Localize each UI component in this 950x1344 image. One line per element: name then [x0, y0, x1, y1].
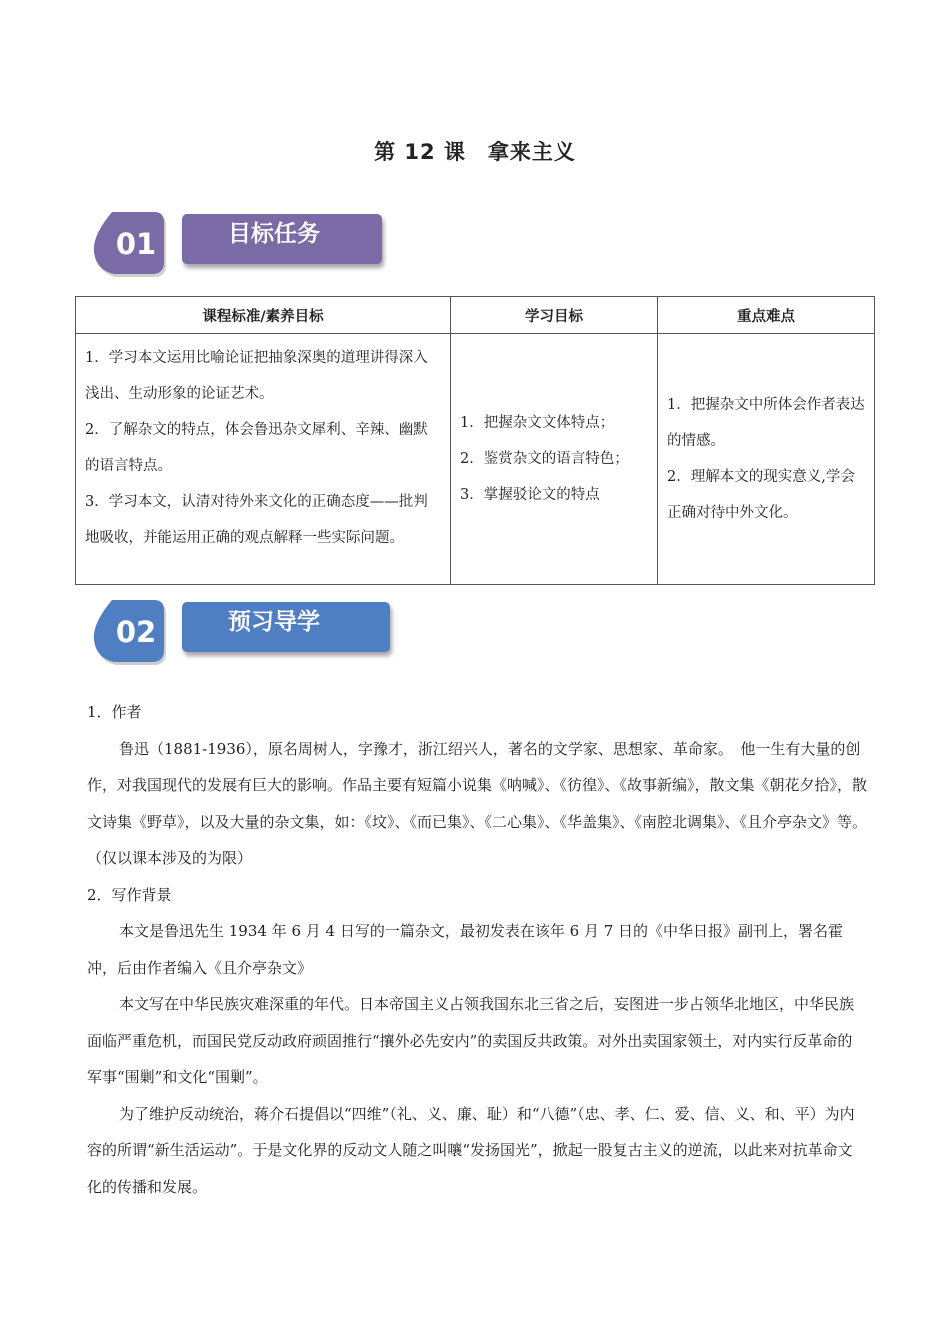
section-number: 01 — [115, 227, 157, 261]
list-item: 3．学习本文，认清对待外来文化的正确态度——批判地吸收，并能运用正确的观点解释一些实际问题。 — [85, 494, 428, 546]
preview-content — [87, 694, 867, 1205]
section-badge-preview — [92, 596, 402, 666]
list-item: 2．鉴赏杂文的语言特色； — [460, 451, 629, 467]
section-label: 预习导学 — [182, 602, 390, 652]
paragraph-background-1: 本文是鲁迅先生 1934 年 6 月 4 日写的一篇杂文，最初发表在该年 6 月 7 日的《中华日报》副刊上，署名霍冲，后由作者编入《且介亭杂文》 — [87, 922, 844, 977]
table-header: 重点难点 — [658, 297, 875, 334]
section-number: 02 — [115, 615, 157, 649]
paragraph-background-2: 本文写在中华民族灾难深重的年代。日本帝国主义占领我国东北三省之后，妄图进一步占领华北地区，中华民族面临严重危机，而国民党反动政府顽固推行“攘外必先安内”的卖国反共政策。对外出卖国家领土，对内实行反革命的军事“围剿”和文化“围剿”。 — [87, 995, 855, 1086]
list-item: 3．掌握驳论文的特点 — [460, 487, 600, 503]
heading-author: 1．作者 — [87, 703, 142, 721]
list-item: 1．把握杂文文体特点； — [460, 415, 615, 431]
goals-table — [75, 296, 875, 585]
table-cell-standards — [76, 334, 451, 585]
page-title: 第 12 课 拿来主义 — [374, 140, 576, 164]
section-badge-goals — [92, 208, 392, 278]
table-cell-key-points — [658, 334, 875, 585]
paragraph-author: 鲁迅（1881-1936），原名周树人，字豫才，浙江绍兴人，著名的文学家、思想家、革命家。 他一生有大量的创作，对我国现代的发展有巨大的影响。作品主要有短篇小说集《呐喊》、《彷徨》、《故事新编》，散文集《朝花夕拾》，散文诗集《野草》，以及大量的杂文集，如：《坟》、《而已集》、《二心集》、《华盖集》、《南腔北调集》、《且介亭杂文》等。（仅以课本涉及的为限） — [87, 739, 868, 867]
table-header: 学习目标 — [451, 297, 658, 334]
list-item: 2．理解本文的现实意义,学会正确对待中外文化。 — [667, 469, 855, 521]
list-item: 2．了解杂文的特点，体会鲁迅杂文犀利、辛辣、幽默的语言特点。 — [85, 422, 428, 474]
list-item: 1．把握杂文中所体会作者表达的情感。 — [667, 397, 865, 449]
table-header: 课程标准/素养目标 — [76, 297, 451, 334]
list-item: 1．学习本文运用比喻论证把抽象深奥的道理讲得深入浅出、生动形象的论证艺术。 — [85, 350, 428, 402]
section-label: 目标任务 — [182, 214, 382, 264]
heading-background: 2．写作背景 — [87, 885, 172, 904]
table-cell-objectives — [451, 334, 658, 585]
paragraph-background-3: 为了维护反动统治，蒋介石提倡以“四维”（礼、义、廉、耻）和“八德”（忠、孝、仁、爱、信、义、和、平）为内容的所谓“新生活运动”。于是文化界的反动文人随之叫嚷“发扬国光”，掀起一股复古主义的逆流，以此来对抗革命文化的传播和发展。 — [87, 1104, 855, 1196]
